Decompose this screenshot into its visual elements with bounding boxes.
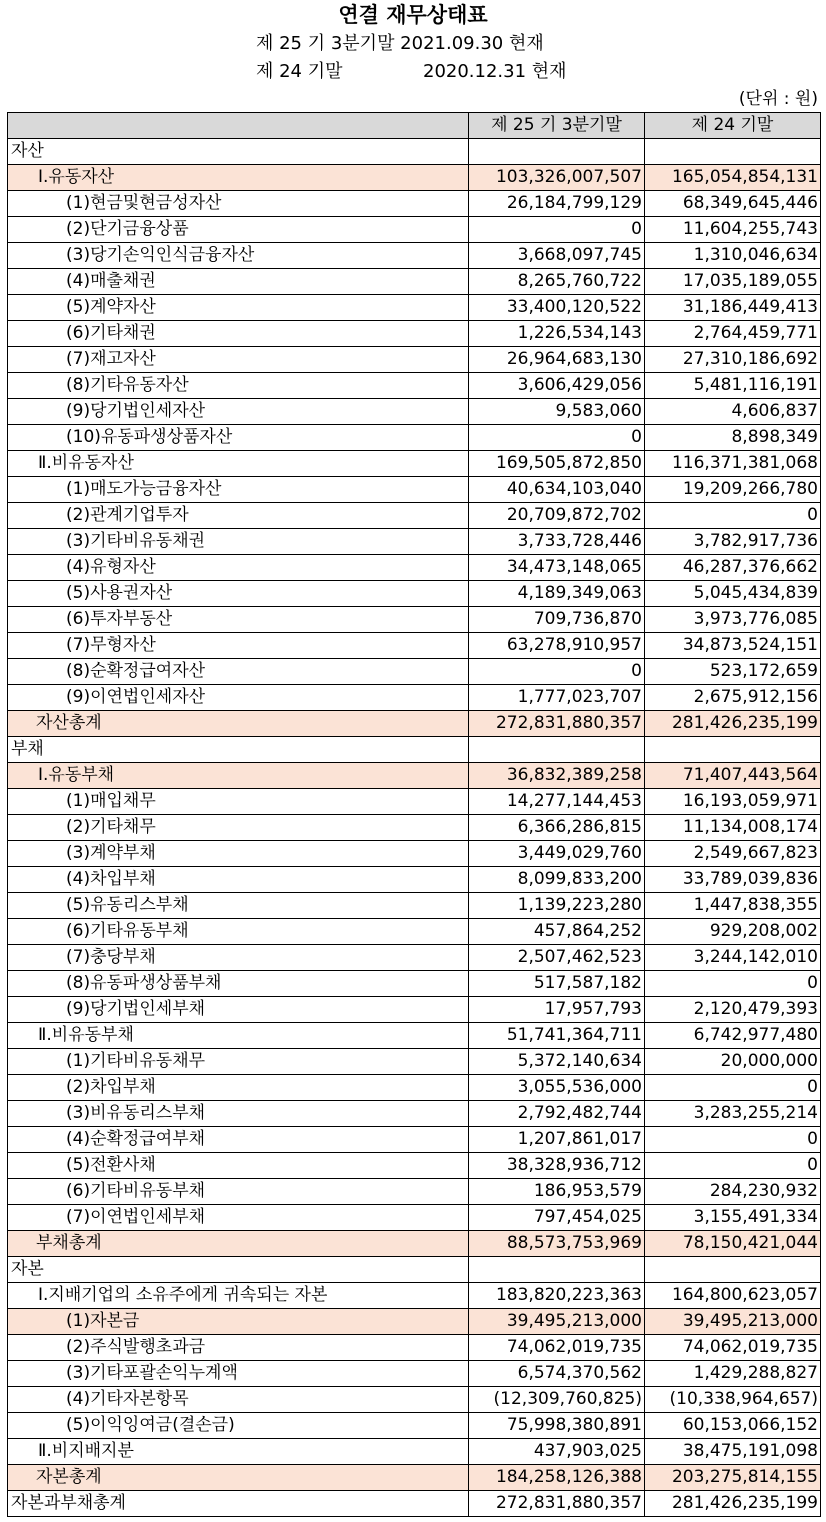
row-prior-value: 5,045,434,839 (645, 581, 821, 607)
row-current-value: 1,226,534,143 (469, 321, 645, 347)
table-row (8, 1023, 821, 1049)
row-label: (2)기타채무 (8, 815, 469, 841)
row-label: (3)계약부채 (8, 841, 469, 867)
table-row (8, 1101, 821, 1127)
row-prior-value: 39,495,213,000 (645, 1309, 821, 1335)
row-label: (6)기타유동부채 (8, 919, 469, 945)
table-row (8, 321, 821, 347)
row-current-value: 797,454,025 (469, 1205, 645, 1231)
row-prior-value: 3,973,776,085 (645, 607, 821, 633)
table-row (8, 737, 821, 763)
row-current-value: 88,573,753,969 (469, 1231, 645, 1257)
row-current-value: 74,062,019,735 (469, 1335, 645, 1361)
table-row (8, 1205, 821, 1231)
table-row (8, 1361, 821, 1387)
row-current-value: 709,736,870 (469, 607, 645, 633)
row-current-value: 17,957,793 (469, 997, 645, 1023)
table-row (8, 425, 821, 451)
row-prior-value: 34,873,524,151 (645, 633, 821, 659)
row-current-value: 75,998,380,891 (469, 1413, 645, 1439)
row-prior-value: 33,789,039,836 (645, 867, 821, 893)
table-row (8, 893, 821, 919)
row-prior-value: 523,172,659 (645, 659, 821, 685)
period-prior-label: 제 24 기말 (256, 61, 343, 82)
row-current-value: 0 (469, 217, 645, 243)
row-label: (2)단기금융상품 (8, 217, 469, 243)
row-current-value: 14,277,144,453 (469, 789, 645, 815)
row-label: Ⅰ.유동부채 (8, 763, 469, 789)
row-prior-value: 74,062,019,735 (645, 1335, 821, 1361)
row-label: (2)차입부채 (8, 1075, 469, 1101)
row-label: (1)자본금 (8, 1309, 469, 1335)
row-current-value: 0 (469, 659, 645, 685)
row-prior-value: 164,800,623,057 (645, 1283, 821, 1309)
row-current-value: 3,606,429,056 (469, 373, 645, 399)
table-row (8, 1439, 821, 1465)
row-prior-value: 3,782,917,736 (645, 529, 821, 555)
row-label: (10)유동파생상품자산 (8, 425, 469, 451)
period-prior-date: 2020.12.31 현재 (423, 61, 567, 82)
row-prior-value: 1,447,838,355 (645, 893, 821, 919)
row-current-value: 103,326,007,507 (469, 165, 645, 191)
table-row (8, 399, 821, 425)
page-title: 연결 재무상태표 (338, 3, 488, 27)
row-prior-value: 165,054,854,131 (645, 165, 821, 191)
row-current-value: 2,507,462,523 (469, 945, 645, 971)
row-current-value: 0 (469, 425, 645, 451)
table-row (8, 217, 821, 243)
row-current-value: 1,777,023,707 (469, 685, 645, 711)
table-row (8, 139, 821, 165)
table-row (8, 685, 821, 711)
table-row (8, 971, 821, 997)
row-current-value: 2,792,482,744 (469, 1101, 645, 1127)
row-label: Ⅱ.비유동자산 (8, 451, 469, 477)
row-current-value: 9,583,060 (469, 399, 645, 425)
row-label: (8)유동파생상품부채 (8, 971, 469, 997)
row-prior-value: 281,426,235,199 (645, 711, 821, 737)
row-prior-value: 68,349,645,446 (645, 191, 821, 217)
row-prior-value: 16,193,059,971 (645, 789, 821, 815)
row-label: (7)이연법인세부채 (8, 1205, 469, 1231)
row-prior-value: 46,287,376,662 (645, 555, 821, 581)
row-current-value: 40,634,103,040 (469, 477, 645, 503)
row-current-value: 186,953,579 (469, 1179, 645, 1205)
row-label: (1)현금및현금성자산 (8, 191, 469, 217)
row-prior-value: 27,310,186,692 (645, 347, 821, 373)
row-label: (3)비유동리스부채 (8, 1101, 469, 1127)
row-current-value: 4,189,349,063 (469, 581, 645, 607)
row-prior-value: 5,481,116,191 (645, 373, 821, 399)
row-prior-value: 116,371,381,068 (645, 451, 821, 477)
row-label: (8)기타유동자산 (8, 373, 469, 399)
table-row (8, 815, 821, 841)
row-current-value (469, 737, 645, 763)
row-prior-value: 2,764,459,771 (645, 321, 821, 347)
table-row (8, 1283, 821, 1309)
row-label: (9)당기법인세부채 (8, 997, 469, 1023)
row-current-value: 169,505,872,850 (469, 451, 645, 477)
row-label: (5)유동리스부채 (8, 893, 469, 919)
table-row (8, 1491, 821, 1517)
row-prior-value: 31,186,449,413 (645, 295, 821, 321)
row-prior-value: 8,898,349 (645, 425, 821, 451)
table-row (8, 1127, 821, 1153)
table-row (8, 711, 821, 737)
row-current-value: 8,099,833,200 (469, 867, 645, 893)
row-current-value: 457,864,252 (469, 919, 645, 945)
row-prior-value: 2,675,912,156 (645, 685, 821, 711)
table-row (8, 1465, 821, 1491)
row-label: (9)이연법인세자산 (8, 685, 469, 711)
table-row (8, 607, 821, 633)
table-row (8, 763, 821, 789)
table-row (8, 1049, 821, 1075)
table-row (8, 997, 821, 1023)
row-prior-value: 19,209,266,780 (645, 477, 821, 503)
row-label: 자본과부채총계 (8, 1491, 469, 1517)
row-current-value: 63,278,910,957 (469, 633, 645, 659)
table-row (8, 373, 821, 399)
row-label: Ⅰ.유동자산 (8, 165, 469, 191)
row-current-value: 272,831,880,357 (469, 1491, 645, 1517)
row-label: (8)순확정급여자산 (8, 659, 469, 685)
row-current-value: 3,449,029,760 (469, 841, 645, 867)
table-row (8, 269, 821, 295)
row-label: (6)기타비유동부채 (8, 1179, 469, 1205)
row-prior-value: 3,155,491,334 (645, 1205, 821, 1231)
header-row (8, 113, 821, 139)
row-prior-value: 0 (645, 1127, 821, 1153)
row-label: (1)매도가능금융자산 (8, 477, 469, 503)
table-row (8, 1387, 821, 1413)
row-prior-value: 1,310,046,634 (645, 243, 821, 269)
row-prior-value: 3,283,255,214 (645, 1101, 821, 1127)
row-prior-value: 60,153,066,152 (645, 1413, 821, 1439)
row-current-value: 20,709,872,702 (469, 503, 645, 529)
row-prior-value: 0 (645, 503, 821, 529)
table-row (8, 919, 821, 945)
row-prior-value: 0 (645, 971, 821, 997)
row-current-value: 3,668,097,745 (469, 243, 645, 269)
row-label: (6)투자부동산 (8, 607, 469, 633)
row-current-value: 8,265,760,722 (469, 269, 645, 295)
row-label: (2)주식발행초과금 (8, 1335, 469, 1361)
row-label: 자산총계 (8, 711, 469, 737)
row-current-value: 5,372,140,634 (469, 1049, 645, 1075)
table-row (8, 1257, 821, 1283)
table-row (8, 347, 821, 373)
table-row (8, 633, 821, 659)
table-row (8, 581, 821, 607)
row-current-value (469, 139, 645, 165)
row-prior-value: 4,606,837 (645, 399, 821, 425)
balance-sheet-table (7, 112, 821, 1517)
row-label: (5)이익잉여금(결손금) (8, 1413, 469, 1439)
row-label: Ⅱ.비지배지분 (8, 1439, 469, 1465)
row-prior-value: 11,604,255,743 (645, 217, 821, 243)
row-label: (5)계약자산 (8, 295, 469, 321)
row-label: (5)전환사채 (8, 1153, 469, 1179)
row-prior-value: 2,120,479,393 (645, 997, 821, 1023)
row-label: (5)사용권자산 (8, 581, 469, 607)
table-row (8, 451, 821, 477)
row-label: 자본 (8, 1257, 469, 1283)
row-prior-value (645, 737, 821, 763)
row-prior-value: 71,407,443,564 (645, 763, 821, 789)
table-row (8, 1309, 821, 1335)
row-label: 부채총계 (8, 1231, 469, 1257)
table-row (8, 503, 821, 529)
row-prior-value: 3,244,142,010 (645, 945, 821, 971)
row-prior-value (645, 139, 821, 165)
row-label: (7)재고자산 (8, 347, 469, 373)
row-current-value: 183,820,223,363 (469, 1283, 645, 1309)
row-prior-value: 284,230,932 (645, 1179, 821, 1205)
table-row (8, 529, 821, 555)
row-current-value: 34,473,148,065 (469, 555, 645, 581)
row-label: (3)기타포괄손익누계액 (8, 1361, 469, 1387)
row-label: (3)기타비유동채권 (8, 529, 469, 555)
row-current-value: 1,139,223,280 (469, 893, 645, 919)
row-prior-value: 38,475,191,098 (645, 1439, 821, 1465)
table-row (8, 477, 821, 503)
row-label: 자본총계 (8, 1465, 469, 1491)
row-label: (4)기타자본항목 (8, 1387, 469, 1413)
row-prior-value (645, 1257, 821, 1283)
row-prior-value: 78,150,421,044 (645, 1231, 821, 1257)
period-current: 제 25 기 3분기말 2021.09.30 현재 (256, 33, 544, 54)
table-row (8, 841, 821, 867)
row-current-value: 6,366,286,815 (469, 815, 645, 841)
row-prior-value: 0 (645, 1153, 821, 1179)
table-row (8, 945, 821, 971)
row-current-value (469, 1257, 645, 1283)
row-label: 자산 (8, 139, 469, 165)
table-row (8, 555, 821, 581)
row-label: (4)차입부채 (8, 867, 469, 893)
row-label: Ⅱ.비유동부채 (8, 1023, 469, 1049)
row-label: (1)매입채무 (8, 789, 469, 815)
row-label: (4)순확정급여부채 (8, 1127, 469, 1153)
row-prior-value: 0 (645, 1075, 821, 1101)
table-row (8, 1179, 821, 1205)
row-current-value: 184,258,126,388 (469, 1465, 645, 1491)
row-prior-value: 1,429,288,827 (645, 1361, 821, 1387)
row-prior-value: 6,742,977,480 (645, 1023, 821, 1049)
row-label: (4)유형자산 (8, 555, 469, 581)
row-label: (4)매출채권 (8, 269, 469, 295)
row-current-value: (12,309,760,825) (469, 1387, 645, 1413)
table-row (8, 1231, 821, 1257)
row-current-value: 26,184,799,129 (469, 191, 645, 217)
table-row (8, 295, 821, 321)
row-label: (1)기타비유동채무 (8, 1049, 469, 1075)
row-prior-value: 17,035,189,055 (645, 269, 821, 295)
table-row (8, 191, 821, 217)
row-prior-value: 2,549,667,823 (645, 841, 821, 867)
row-current-value: 437,903,025 (469, 1439, 645, 1465)
row-current-value: 3,733,728,446 (469, 529, 645, 555)
row-label: (9)당기법인세자산 (8, 399, 469, 425)
row-prior-value: 929,208,002 (645, 919, 821, 945)
table-row (8, 1153, 821, 1179)
unit-label: (단위 : 원) (738, 89, 818, 109)
row-current-value: 6,574,370,562 (469, 1361, 645, 1387)
row-prior-value: 281,426,235,199 (645, 1491, 821, 1517)
row-current-value: 38,328,936,712 (469, 1153, 645, 1179)
row-current-value: 3,055,536,000 (469, 1075, 645, 1101)
row-current-value: 33,400,120,522 (469, 295, 645, 321)
header-prior: 제 24 기말 (645, 113, 821, 139)
row-prior-value: 20,000,000 (645, 1049, 821, 1075)
header-current: 제 25 기 3분기말 (469, 113, 645, 139)
header-label (8, 113, 469, 139)
table-row (8, 867, 821, 893)
row-label: (7)무형자산 (8, 633, 469, 659)
table-row (8, 1413, 821, 1439)
row-prior-value: (10,338,964,657) (645, 1387, 821, 1413)
table-row (8, 243, 821, 269)
table-row (8, 789, 821, 815)
row-label: Ⅰ.지배기업의 소유주에게 귀속되는 자본 (8, 1283, 469, 1309)
row-prior-value: 203,275,814,155 (645, 1465, 821, 1491)
row-current-value: 272,831,880,357 (469, 711, 645, 737)
table-row (8, 1335, 821, 1361)
table-row (8, 165, 821, 191)
row-current-value: 517,587,182 (469, 971, 645, 997)
row-label: (3)당기손익인식금융자산 (8, 243, 469, 269)
row-current-value: 51,741,364,711 (469, 1023, 645, 1049)
row-current-value: 36,832,389,258 (469, 763, 645, 789)
row-label: (2)관계기업투자 (8, 503, 469, 529)
row-label: (7)충당부채 (8, 945, 469, 971)
row-current-value: 26,964,683,130 (469, 347, 645, 373)
row-label: (6)기타채권 (8, 321, 469, 347)
row-prior-value: 11,134,008,174 (645, 815, 821, 841)
row-current-value: 1,207,861,017 (469, 1127, 645, 1153)
row-label: 부채 (8, 737, 469, 763)
table-row (8, 659, 821, 685)
row-current-value: 39,495,213,000 (469, 1309, 645, 1335)
table-row (8, 1075, 821, 1101)
